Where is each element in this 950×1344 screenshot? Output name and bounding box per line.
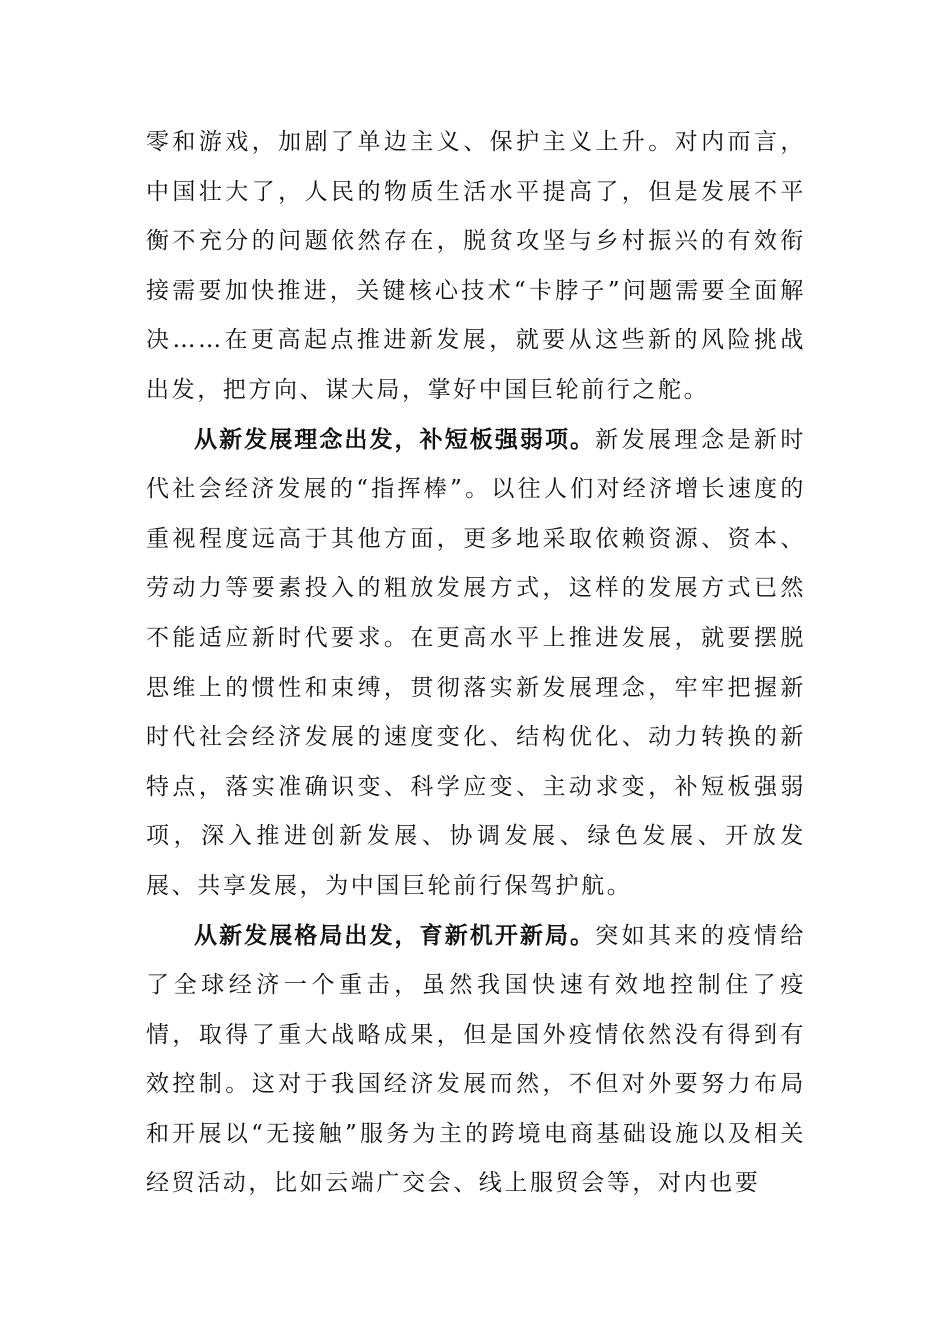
paragraph-text: 新发展理念是新时代社会经济发展的“指挥棒”。以往人们对经济增长速度的重视程度远高于其他方面，更多地采取依赖资源、资本、劳动力等要素投入的粗放发展方式，这样的发展方式已然不能适应新时代要求。在更高水平上推进发展，就要摆脱思维上的惯性和束缚，贯彻落实新发展理念，牢牢把握新时代社会经济发展的速度变化、结构优化、动力转换的新特点，落实准确识变、科学应变、主动求变，补短板强弱项，深入推进创新发展、协调发展、绿色发展、开放发展、共享发展，为中国巨轮前行保驾护航。 — [146, 426, 806, 899]
paragraph-lead-heading: 从新发展理念出发，补短板强弱项。 — [194, 426, 596, 453]
document-page — [146, 118, 806, 1209]
paragraph-lead-heading: 从新发展格局出发，育新机开新局。 — [194, 922, 596, 949]
paragraph-new-development-pattern — [146, 912, 806, 1210]
paragraph-continuation — [146, 118, 806, 416]
paragraph-text: 零和游戏，加剧了单边主义、保护主义上升。对内而言，中国壮大了，人民的物质生活水平提高了，但是发展不平衡不充分的问题依然存在，脱贫攻坚与乡村振兴的有效衔接需要加快推进，关键核心技术“卡脖子”问题需要全面解决……在更高起点推进新发展，就要从这些新的风险挑战出发，把方向、谋大局，掌好中国巨轮前行之舵。 — [146, 129, 806, 403]
paragraph-new-development-concept — [146, 416, 806, 912]
paragraph-text: 突如其来的疫情给了全球经济一个重击，虽然我国快速有效地控制住了疫情，取得了重大战略成果，但是国外疫情依然没有得到有效控制。这对于我国经济发展而然，不但对外要努力布局和开展以“无接触”服务为主的跨境电商基础设施以及相关经贸活动，比如云端广交会、线上服贸会等，对内也要 — [146, 922, 806, 1197]
